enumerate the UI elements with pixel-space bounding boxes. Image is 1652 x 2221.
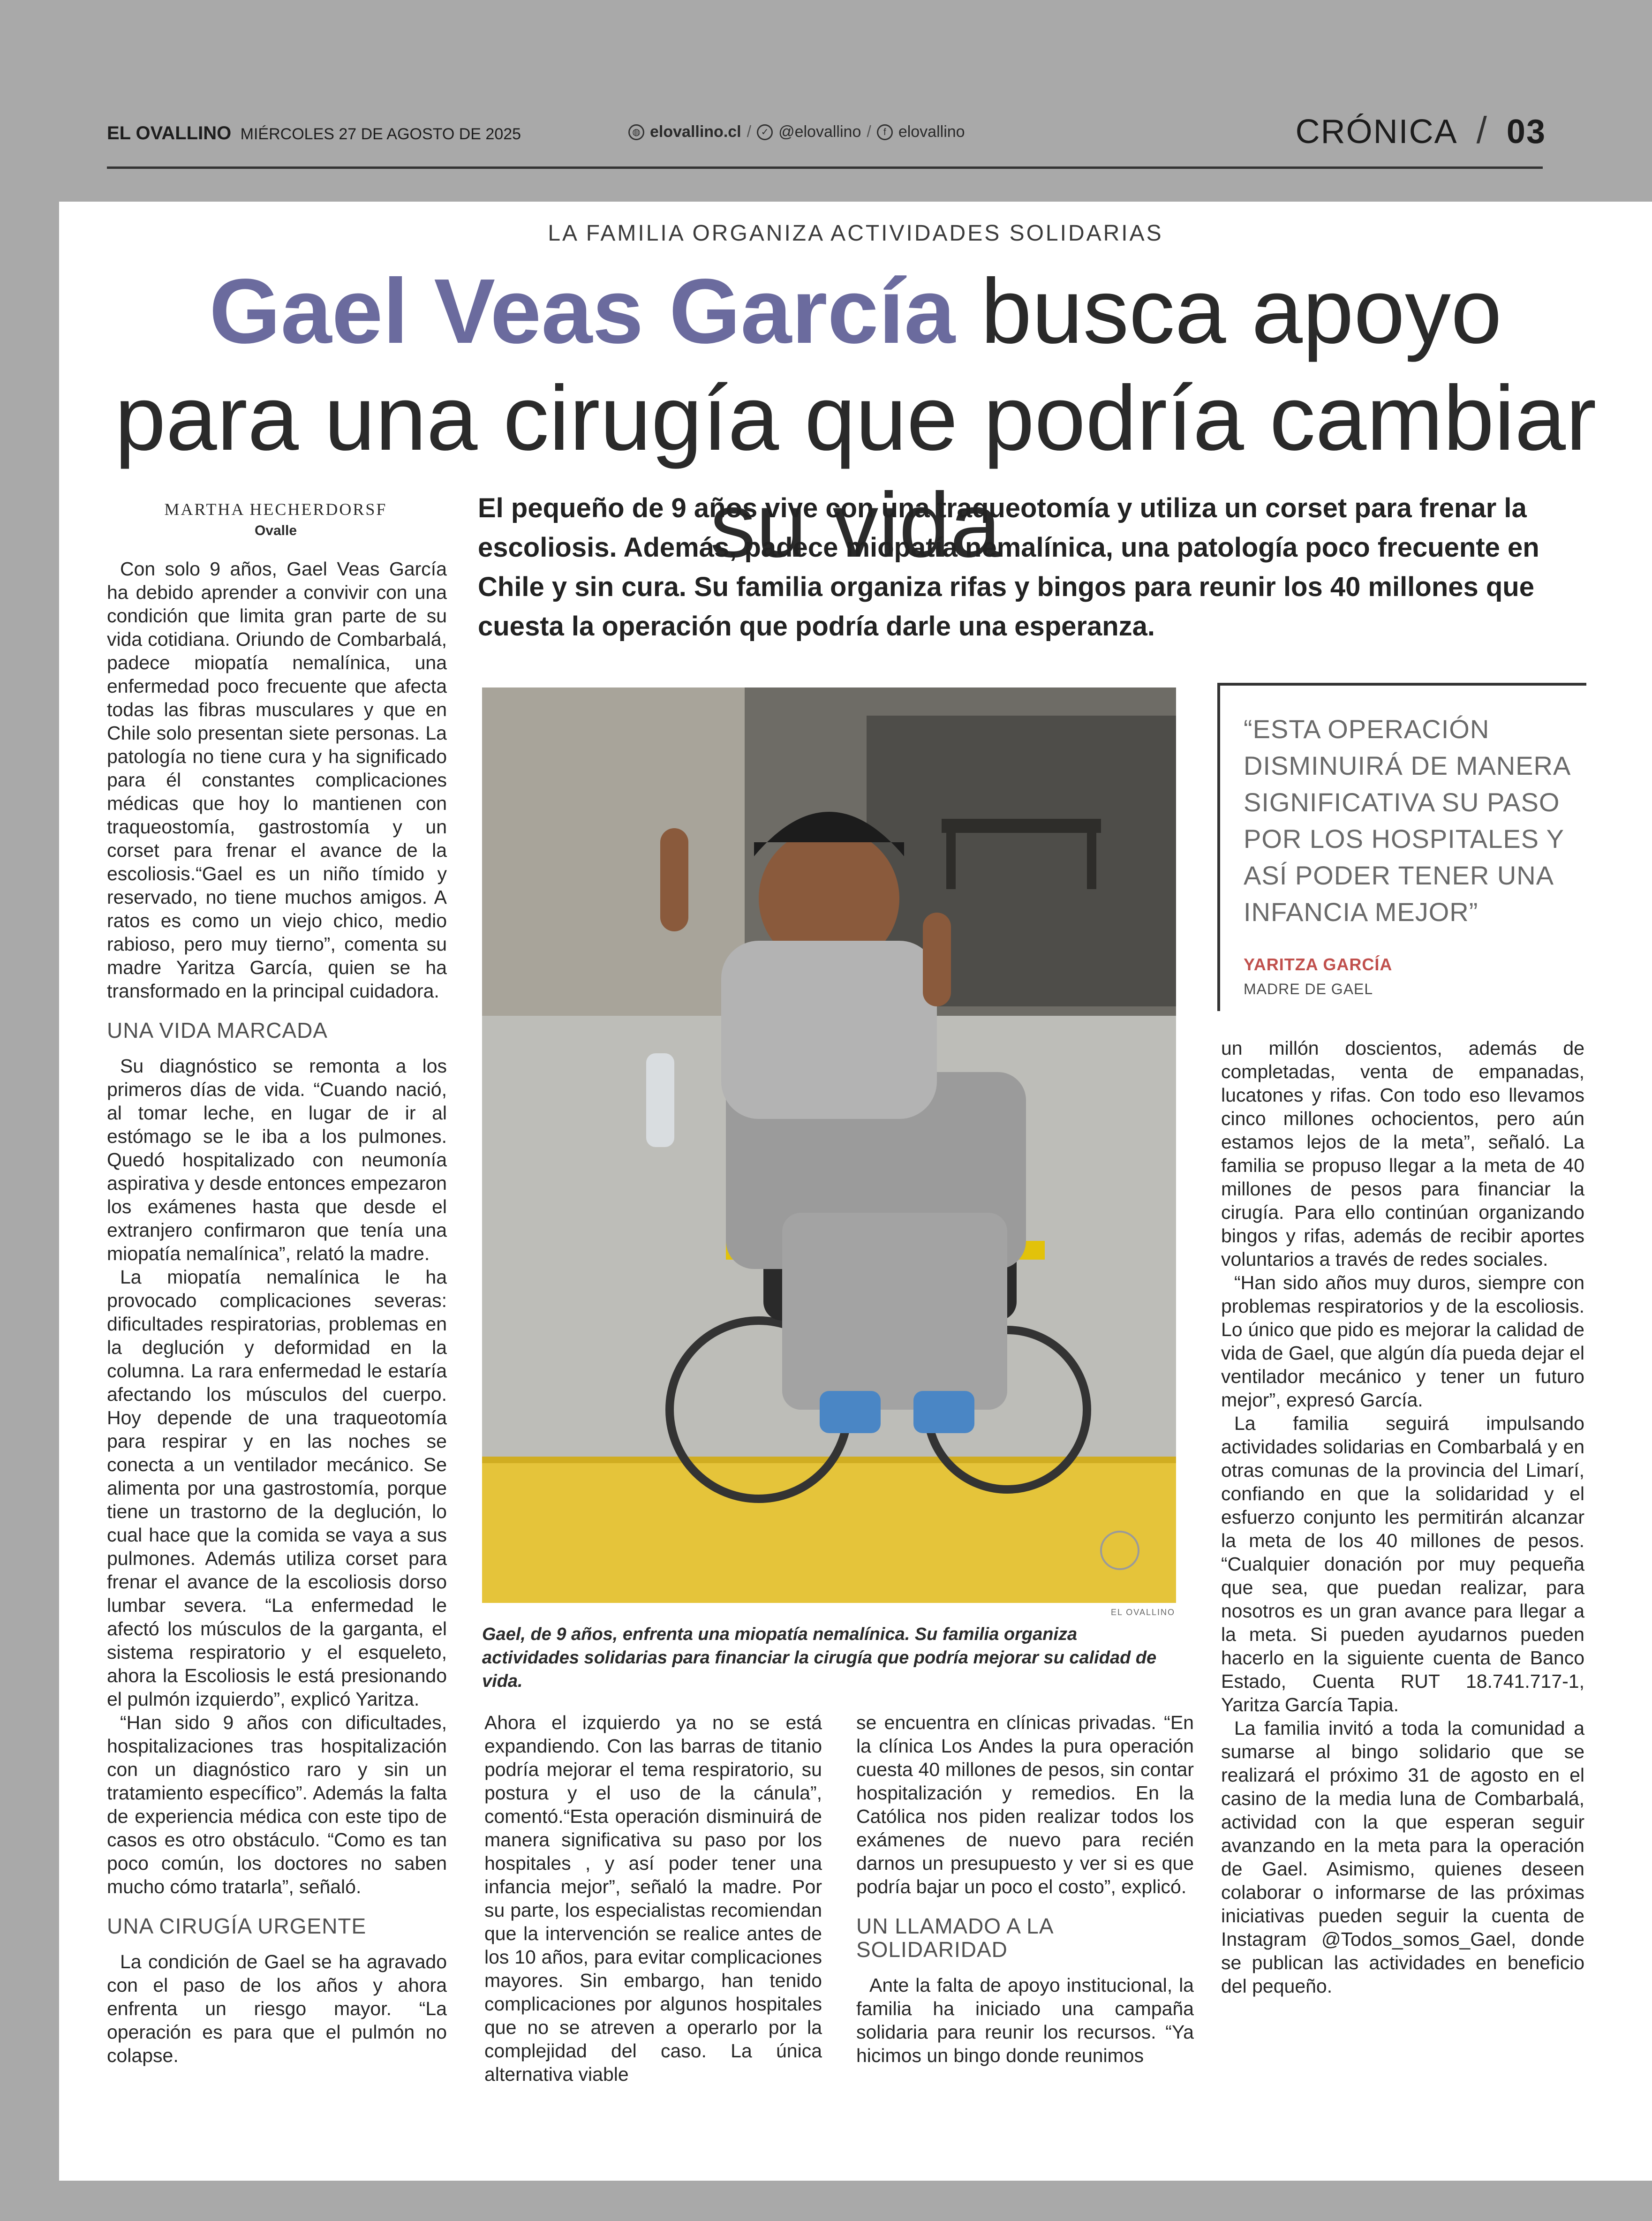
paragraph: La condición de Gael se ha agravado con el paso de los años y ahora enfrenta un riesgo mayor. “La operación es para que el pulmón no colapse.	[107, 1951, 447, 2066]
twitter-handle[interactable]: @elovallino	[778, 123, 861, 141]
article-kicker: LA FAMILIA ORGANIZA ACTIVIDADES SOLIDARIAS	[548, 221, 1163, 246]
headline-rest: busca apoyo para una cirugía que podría cambiar su vida	[114, 260, 1597, 576]
photo-wheelchair-boy	[482, 687, 1176, 1603]
section-name: CRÓNICA	[1295, 113, 1458, 151]
section-label	[1296, 109, 1546, 152]
paragraph: “Han sido años muy duros, siempre con problemas respiratorios y de la escoliosis. Lo único que pido es mejorar la calidad de vida de Gael, que algún día pueda dejar el ventilador mecánico y tener un futuro mejor”, expresó García.	[1221, 1272, 1584, 1411]
quote-author: YARITZA GARCÍA	[1244, 955, 1393, 974]
issue-date: MIÉRCOLES 27 DE AGOSTO DE 2025	[240, 125, 521, 143]
header-paper-date	[107, 123, 521, 144]
quote-role: MADRE DE GAEL	[1244, 981, 1373, 997]
paragraph: un millón doscientos, además de completadas, venta de empanadas, lucatones y rifas. Con todo eso llevamos cinco millones ochocientos, pero aún estamos lejos de la meta”, señaló. La familia se propuso llegar a la meta de 40 millones de pesos para financiar la cirugía. Para ello continúan organizando bingos y rifas, además de recibir aportes voluntarios a través de redes sociales.	[1221, 1037, 1584, 1270]
article-lead: El pequeño de 9 años vive con una traqueotomía y utiliza un corset para frenar la escoliosis. Además, padece miopatía nemalínica, una patología poco frecuente en Chile y sin cura. Su familia organiza rifas y bingos para reunir los 40 millones que cuesta la operación que podría darle una esperanza.	[478, 493, 1539, 642]
article-photo	[482, 687, 1176, 1603]
column-3	[856, 1711, 1194, 2067]
paragraph: La familia seguirá impulsando actividades solidarias en Combarbalá y en otras comunas de la provincia del Limarí, confiando en que la solidaridad y el esfuerzo conjunto les permitirán alcanzar la meta de los 40 millones de pesos. “Cualquier donación por muy pequeña que sea, que puedan realizar, para nosotros es un gran avance para llegar a la meta. Si pueden ayudarnos pueden hacerlo en la siguiente cuenta de Banco Estado, Cuenta RUT 18.741.717-1, Yaritza García Tapia.	[1221, 1413, 1584, 1715]
paragraph: “Han sido 9 años con dificultades, hospitalizaciones tras hospitalización con un diagnóstico raro y sin un tratamiento específico”. Además la falta de experiencia médica con este tipo de casos es otro obstáculo. “Como es tan poco común, los doctores no saben mucho cómo tratarla”, señaló.	[107, 1712, 447, 1897]
paragraph: Ahora el izquierdo ya no se está expandiendo. Con las barras de titanio podría mejorar el tema respiratorio, su postura y el uso de la cánula”, comentó.“Esta operación disminuirá de manera significativa su paso por los hospitales , y así poder tener una infancia mejor”, señaló la madre. Por su parte, los especialistas recomiendan que la intervención se realice antes de los 10 años, para evitar complicaciones mayores. Sin embargo, han tenido complicaciones por algunos hospitales que no se atreven a operarlo por la complejidad del caso. La única alternativa viable	[484, 1712, 822, 2085]
section-slash: /	[1476, 109, 1488, 151]
subheading: UN LLAMADO A LA SOLIDARIDAD	[856, 1914, 1053, 1962]
article-page	[59, 202, 1652, 2181]
globe-icon: ◍	[628, 124, 644, 140]
photo-caption: Gael, de 9 años, enfrenta una miopatía nemalínica. Su familia organiza actividades solidarias para financiar la cirugía que podría mejorar su calidad de vida.	[482, 1624, 1157, 1691]
quote-side-rule	[1217, 683, 1220, 1011]
column-2	[484, 1711, 822, 2086]
photo-credit: EL OVALLINO	[1110, 1608, 1175, 1617]
subheading: UNA VIDA MARCADA	[107, 1018, 328, 1043]
column-1	[107, 557, 447, 2067]
author-byline: MARTHA HECHERDORSF	[164, 500, 387, 519]
paragraph: La miopatía nemalínica le ha provocado complicaciones severas: dificultades respiratorias, problemas en la deglución y deformidad en la columna. La rara enfermedad le estaría afectando los músculos del cuerpo. Hoy depende de una traqueotomía para respirar y en las noches se conecta a un ventilador mecánico. Se alimenta por una gastrostomía, porque tiene un trastorno de la deglución, lo cual hace que la comida se vaya a sus pulmones. Además utiliza corset para frenar el avance de la escoliosis dorso lumbar severa. “La enfermedad le afectó los músculos de la garganta, el sistema respiratorio y el esqueleto, ahora la Escoliosis le está presionando el pulmón izquierdo”, explicó Yaritza.	[107, 1266, 447, 1710]
separator: /	[747, 123, 752, 141]
separator: /	[867, 123, 871, 141]
paragraph: La familia invitó a toda la comunidad a sumarse al bingo solidario que se realizará el próximo 31 de agosto en el casino de la media luna de Combarbalá, actividad con la que esperan seguir avanzando en la meta para la operación de Gael. Asimismo, quienes deseen colaborar o informarse de las próximas iniciativas pueden seguir la cuenta de Instagram @Todos_somos_Gael, donde se publican las actividades en beneficio del pequeño.	[1221, 1717, 1584, 1997]
facebook-icon: f	[877, 124, 893, 140]
paragraph: Su diagnóstico se remonta a los primeros días de vida. “Cuando nació, al tomar leche, en lugar de ir al estómago se le iba a los pulmones. Quedó hospitalizado con neumonía aspirativa y desde entonces empezaron los exámenes hasta que desde el extranjero confirmaron que tenía una miopatía nemalínica”, relató la madre.	[107, 1055, 447, 1264]
subheading: UNA CIRUGÍA URGENTE	[107, 1914, 367, 1938]
quote-top-rule	[1217, 683, 1586, 686]
paper-name: EL OVALLINO	[107, 123, 232, 144]
quote-text: “ESTA OPERACIÓN DISMINUIRÁ DE MANERA SIGNIFICATIVA SU PASO POR LOS HOSPITALES Y ASÍ PODER TENER UNA INFANCIA MEJOR”	[1244, 714, 1570, 927]
website-link[interactable]: elovallino.cl	[650, 123, 741, 141]
author-place: Ovalle	[254, 523, 297, 538]
pull-quote	[1217, 683, 1586, 1011]
page-header	[0, 0, 1652, 197]
page-number: 03	[1506, 113, 1546, 151]
paragraph: se encuentra en clínicas privadas. “En la clínica Los Andes la pura operación cuesta 40 millones de pesos, sin contar hospitalización y remedios. En la Católica nos piden realizar todos los exámenes de nuevo para recién darnos un presupuesto y ver si es que podría bajar un poco el costo”, explicó.	[856, 1712, 1194, 1897]
header-rule	[107, 166, 1543, 169]
paragraph: Con solo 9 años, Gael Veas García ha debido aprender a convivir con una condición que limita gran parte de su vida cotidiana. Oriundo de Combarbalá, padece miopatía nemalínica, una enfermedad poco frecuente que afecta todas las fibras musculares y que en Chile solo presentan siete personas. La patología no tiene cura y ha significado para él constantes complicaciones médicas que hoy lo mantienen con traqueostomía, gastrostomía y un corset para frenar el avance de la escoliosis.“Gael es un niño tímido y reservado, no tiene muchos amigos. A ratos es como un viejo chico, medio rabioso, pero muy tierno”, comenta su madre Yaritza García, quien se ha transformado en la principal cuidadora.	[107, 558, 447, 1002]
headline-name: Gael Veas García	[209, 260, 955, 363]
twitter-icon: ✓	[757, 124, 773, 140]
facebook-handle[interactable]: elovallino	[898, 123, 965, 141]
column-4	[1221, 1036, 1584, 1998]
paragraph: Ante la falta de apoyo institucional, la familia ha iniciado una campaña solidaria para reunir los recursos. “Ya hicimos un bingo donde reunimos	[856, 1974, 1194, 2066]
header-social	[628, 123, 965, 141]
